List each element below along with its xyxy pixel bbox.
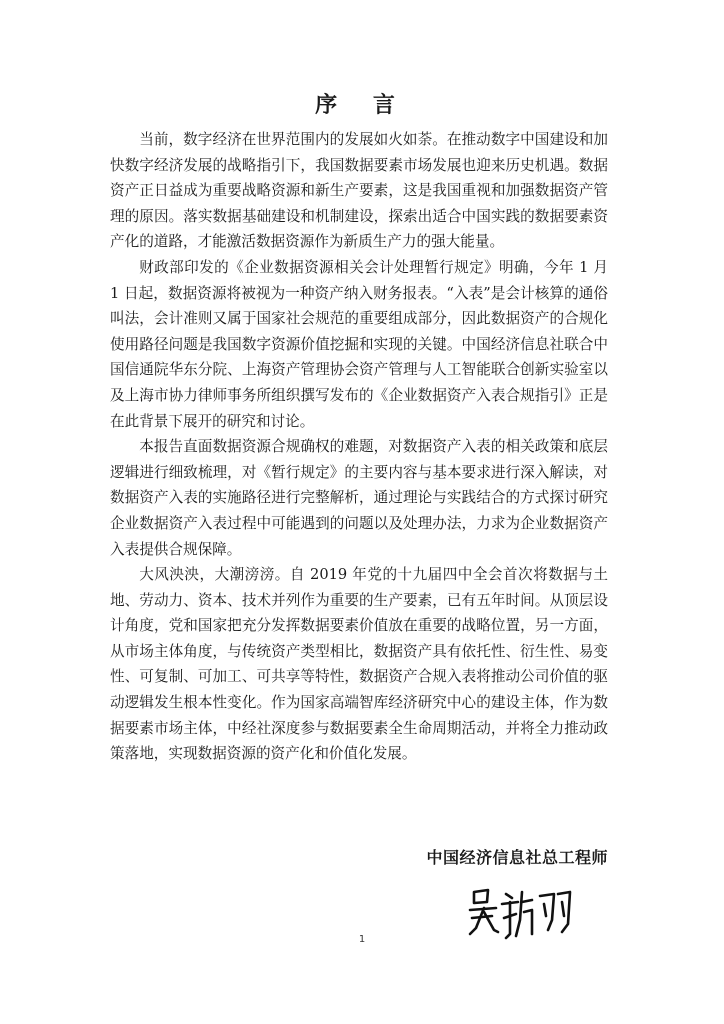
paragraph-4: 大风泱泱，大潮滂滂。自 2019 年党的十九届四中全会首次将数据与土地、劳动力、资本、技术并列作为重要的生产要素，已有五年时间。从顶层设计角度，党和国家把充分发挥数据要素价值放在重要的战略位置，另一方面，从市场主体角度，与传统资产类型相比，数据资产具有依托性、衍生性、易变性、可复制、可加工、可共享等特性，数据资产合规入表将推动公司价值的驱动逻辑发生根本性变化。作为国家高端智库经济研究中心的建设主体，作为数据要素市场主体，中经社深度参与数据要素全生命周期活动，并将全力推动政策落地，实现数据资源的资产化和价值化发展。 [110, 566, 608, 763]
signature-title: 中国经济信息社总工程师 [426, 848, 608, 867]
handwritten-signature [466, 880, 576, 942]
page-number: 1 [358, 934, 366, 945]
preface-body [110, 127, 608, 767]
paragraph-3: 本报告直面数据资源合规确权的难题，对数据资产入表的相关政策和底层逻辑进行细致梳理，对《暂行规定》的主要内容与基本要求进行深入解读，对数据资产入表的实施路径进行完整解析，通过理论与实践结合的方式探讨研究企业数据资产入表过程中可能遇到的问题以及处理办法，力求为企业数据资产入表提供合规保障。 [110, 438, 608, 558]
paragraph-2: 财政部印发的《企业数据资源相关会计处理暂行规定》明确，今年 1 月 1 日起，数据资源将被视为一种资产纳入财务报表。“入表”是会计核算的通俗叫法，会计准则又属于国家社会规范的重要组成部分，因此数据资产的合规化使用路径问题是我国数字资源价值挖掘和实现的关键。中国经济信息社联合中国信通院华东分院、上海资产管理协会资产管理与人工智能联合创新实验室以及上海市协力律师事务所组织撰写发布的《企业数据资产入表合规指引》正是在此背景下展开的研究和讨论。 [110, 258, 608, 430]
paragraph-1: 当前，数字经济在世界范围内的发展如火如荼。在推动数字中国建设和加快数字经济发展的战略指引下，我国数据要素市场发展也迎来历史机遇。数据资产正日益成为重要战略资源和新生产要素，这是我国重视和加强数据资产管理的原因。落实数据基础建设和机制建设，探索出适合中国实践的数据要素资产化的道路，才能激活数据资源作为新质生产力的强大能量。 [110, 131, 608, 251]
page-title: 序 言 [315, 93, 409, 118]
